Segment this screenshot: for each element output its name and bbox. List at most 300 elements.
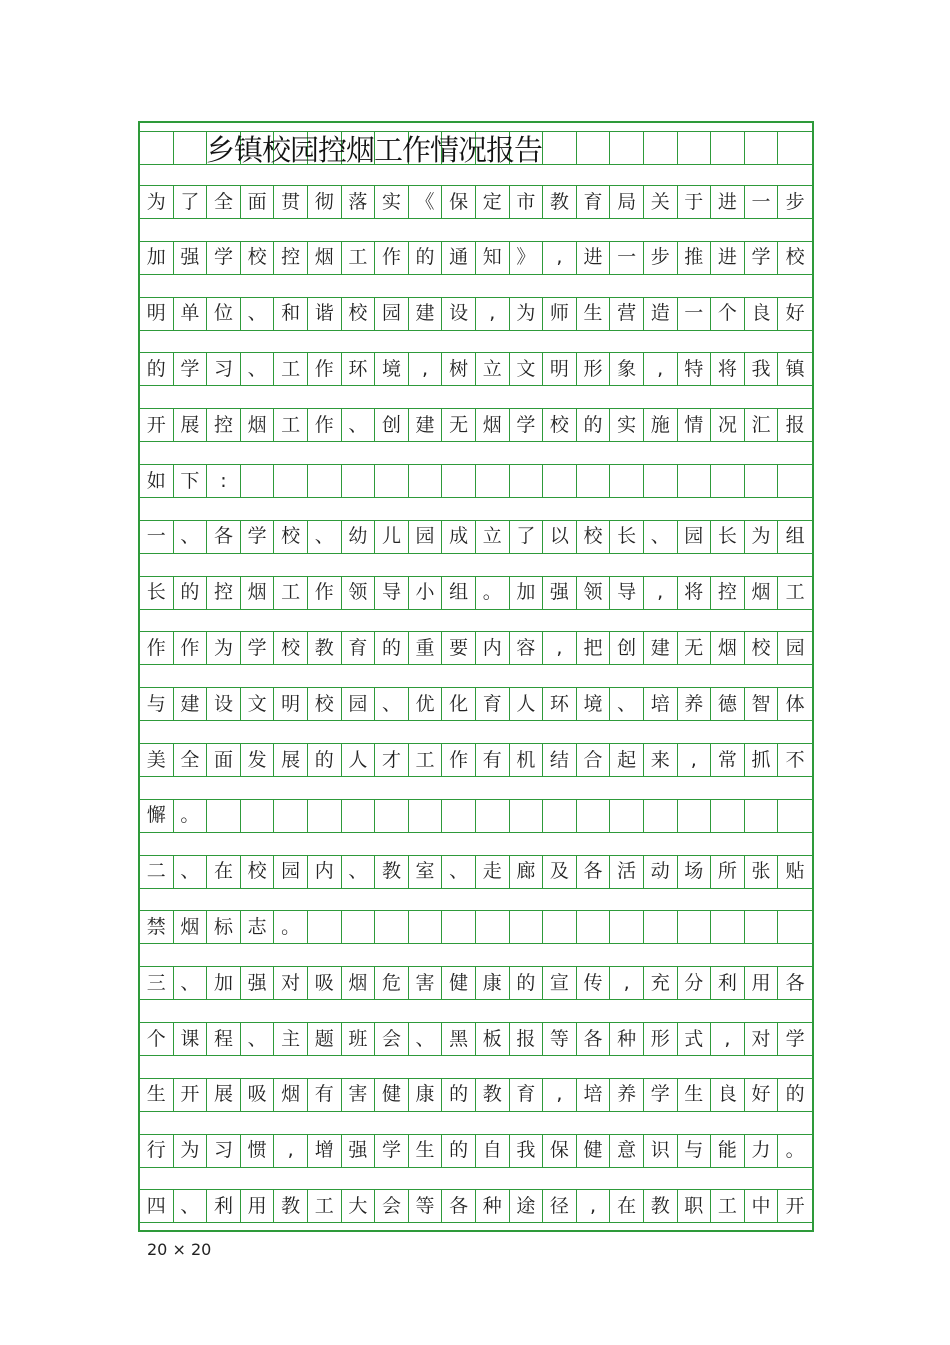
grid-cell: 径 [543,1190,577,1222]
grid-cell: 烟 [342,967,376,999]
grid-cell: 环 [342,353,376,385]
grid-cell: 及 [543,856,577,888]
grid-cell: 施 [644,409,678,441]
grid-cell: 教 [543,186,577,218]
grid-cell: , [577,1190,611,1222]
grid-cell: , [711,1023,745,1055]
grid-cell: 等 [543,1023,577,1055]
grid-cell: 单 [174,298,208,330]
grid-cell [678,800,712,832]
grid-cell: , [543,1079,577,1111]
grid-cell: 健 [442,967,476,999]
grid-cell: 个 [711,298,745,330]
grid-cell: 境 [577,688,611,720]
grid-cell: 要 [442,632,476,664]
grid-cell: 于 [678,186,712,218]
grid-cell: 各 [207,521,241,553]
grid-cell: 校 [241,856,275,888]
grid-cell: 所 [711,856,745,888]
grid-cell [174,132,208,164]
grid-cell: 一 [678,298,712,330]
grid-cell [644,911,678,943]
grid-cell: 容 [510,632,544,664]
grid-cell: 《 [409,186,443,218]
grid-cell [711,132,745,164]
grid-cell [442,465,476,497]
grid-cell: 利 [711,967,745,999]
grid-cell: 培 [644,688,678,720]
grid-cell: 局 [610,186,644,218]
grid-cell: 的 [785,1083,805,1106]
grid-cell: 控 [274,242,308,274]
grid-cell: 板 [476,1023,510,1055]
grid-cell: 作 [174,632,208,664]
grid-cell: 了 [174,186,208,218]
text-grid-row [140,1189,812,1223]
grid-cell: 儿 [375,521,409,553]
grid-cell: 人 [510,688,544,720]
grid-cell [241,465,275,497]
grid-cell: 种 [610,1023,644,1055]
grid-cell: 为 [207,632,241,664]
grid-cell [644,800,678,832]
grid-cell: 成 [442,521,476,553]
grid-cell: 、 [241,353,275,385]
grid-cell: 种 [476,1190,510,1222]
grid-cell: 建 [644,632,678,664]
grid-cell [778,132,812,164]
grid-cell [342,465,376,497]
grid-cell: 的 [442,1135,476,1167]
grid-cell: 走 [476,856,510,888]
grid-cell: 我 [510,1135,544,1167]
grid-cell: 树 [442,353,476,385]
grid-cell: 个 [140,1023,174,1055]
grid-cell: 课 [174,1023,208,1055]
grid-cell: 实 [375,186,409,218]
grid-cell: 各 [577,1023,611,1055]
grid-cell: 加 [207,967,241,999]
grid-cell: 题 [308,1023,342,1055]
grid-cell: 作 [375,242,409,274]
grid-cell: 开 [140,409,174,441]
grid-cell: 的 [510,967,544,999]
grid-cell: 学 [241,521,275,553]
grid-cell: 一 [610,242,644,274]
grid-cell: 不 [785,748,805,771]
grid-cell: 行 [140,1135,174,1167]
grid-cell: 全 [207,186,241,218]
grid-cell: 设 [442,298,476,330]
grid-cell: 有 [308,1079,342,1111]
grid-cell: 的 [409,242,443,274]
text-grid-row [140,743,812,777]
grid-cell: 强 [342,1135,376,1167]
grid-cell: 将 [711,353,745,385]
grid-cell: 关 [644,186,678,218]
grid-cell: 校 [785,246,805,269]
grid-cell: 抓 [745,744,779,776]
grid-cell: 宣 [543,967,577,999]
grid-cell [308,800,342,832]
grid-cell: 等 [409,1190,443,1222]
grid-cell: 了 [510,521,544,553]
grid-cell: 各 [442,1190,476,1222]
grid-cell: 育 [577,186,611,218]
grid-cell: 把 [577,632,611,664]
text-grid-row [140,464,812,498]
grid-cell: 开 [174,1079,208,1111]
grid-cell: 懈 [140,800,174,832]
grid-cell: 学 [174,353,208,385]
grid-cell [778,911,812,943]
grid-cell: 以 [543,521,577,553]
grid-cell: 健 [375,1079,409,1111]
grid-cell: 作 [308,577,342,609]
grid-cell [745,132,779,164]
grid-cell: 的 [442,1079,476,1111]
grid-cell [711,465,745,497]
grid-cell: 四 [140,1190,174,1222]
grid-cell: 彻 [308,186,342,218]
grid-cell: 三 [140,967,174,999]
grid-cell: 力 [745,1135,779,1167]
grid-cell: 学 [375,1135,409,1167]
grid-cell: 工 [785,581,805,604]
grid-cell: 结 [543,744,577,776]
text-grid-row [140,408,812,442]
grid-cell: 控 [711,577,745,609]
grid-cell: 各 [577,856,611,888]
grid-cell: 起 [610,744,644,776]
grid-cell: 识 [644,1135,678,1167]
grid-cell: 为 [745,521,779,553]
grid-cell [577,465,611,497]
grid-cell: 、 [174,967,208,999]
grid-cell: 校 [274,521,308,553]
grid-cell: 建 [174,688,208,720]
grid-cell: 内 [476,632,510,664]
grid-cell: 为 [140,186,174,218]
grid-cell: : [207,465,241,497]
grid-cell: , [274,1135,308,1167]
grid-cell: 机 [510,744,544,776]
grid-cell: 充 [644,967,678,999]
grid-cell: , [476,298,510,330]
grid-cell [274,800,308,832]
grid-cell: 落 [342,186,376,218]
grid-cell: 工 [409,744,443,776]
grid-cell [140,132,174,164]
grid-cell: 才 [375,744,409,776]
grid-cell [745,911,779,943]
grid-cell: 增 [308,1135,342,1167]
grid-cell: 与 [678,1135,712,1167]
grid-cell [241,800,275,832]
grid-cell: 展 [174,409,208,441]
grid-cell: 加 [510,577,544,609]
grid-cell: 校 [745,632,779,664]
grid-cell: 志 [241,911,275,943]
grid-cell: 将 [678,577,712,609]
grid-cell [644,132,678,164]
grid-cell: 控 [207,577,241,609]
text-grid-row [140,799,812,833]
text-grid-row [140,297,812,331]
grid-cell: 教 [375,856,409,888]
grid-cell: 报 [510,1023,544,1055]
grid-cell: 学 [510,409,544,441]
grid-cell: 控 [207,409,241,441]
grid-cell: 园 [678,521,712,553]
grid-cell: 、 [241,1023,275,1055]
grid-cell: 强 [241,967,275,999]
grid-cell: 学 [785,1027,805,1050]
grid-cell: 烟 [241,577,275,609]
grid-cell [644,465,678,497]
grid-cell: 谐 [308,298,342,330]
grid-cell: 展 [274,744,308,776]
grid-cell: 工 [711,1190,745,1222]
text-grid-row [140,910,812,944]
grid-cell: 、 [241,298,275,330]
grid-cell: 市 [510,186,544,218]
grid-cell: 二 [140,856,174,888]
grid-cell: 中 [745,1190,779,1222]
grid-cell: 园 [785,636,805,659]
text-grid-row [140,1078,812,1112]
grid-cell: 面 [207,744,241,776]
grid-cell [442,911,476,943]
grid-cell: 传 [577,967,611,999]
grid-cell: 害 [342,1079,376,1111]
grid-cell: 式 [678,1023,712,1055]
grid-cell: 一 [140,521,174,553]
grid-cell: 工 [274,577,308,609]
grid-cell: 能 [711,1135,745,1167]
grid-cell: 幼 [342,521,376,553]
grid-cell [577,911,611,943]
grid-cell: 无 [442,409,476,441]
grid-cell: 报 [785,413,805,436]
grid-cell: 良 [711,1079,745,1111]
grid-cell: 各 [785,971,805,994]
grid-cell [778,800,812,832]
grid-cell: 与 [140,688,174,720]
grid-cell [510,465,544,497]
grid-cell: 常 [711,744,745,776]
grid-cell: 设 [207,688,241,720]
grid-cell: 在 [610,1190,644,1222]
grid-cell: 建 [409,298,443,330]
grid-cell: 禁 [140,911,174,943]
grid-cell: , [644,577,678,609]
grid-cell: 、 [174,1190,208,1222]
grid-cell: 一 [745,186,779,218]
grid-cell: 在 [207,856,241,888]
grid-cell: 师 [543,298,577,330]
text-grid-row [140,966,812,1000]
grid-cell: 养 [610,1079,644,1111]
manuscript-grid [138,121,814,1232]
text-grid-row [140,855,812,889]
grid-cell: 职 [678,1190,712,1222]
grid-cell: 烟 [711,632,745,664]
grid-cell [308,465,342,497]
grid-cell: 会 [375,1023,409,1055]
grid-cell: 位 [207,298,241,330]
grid-cell: 工 [274,353,308,385]
grid-cell: 和 [274,298,308,330]
grid-cell: 长 [140,577,174,609]
grid-cell: 学 [644,1079,678,1111]
grid-cell: 知 [476,242,510,274]
grid-cell: 导 [610,577,644,609]
grid-cell: 大 [342,1190,376,1222]
grid-cell: 生 [577,298,611,330]
grid-cell: 、 [342,409,376,441]
grid-cell: 主 [274,1023,308,1055]
grid-cell [342,911,376,943]
grid-cell [342,800,376,832]
grid-cell: 途 [510,1190,544,1222]
grid-cell: 作 [442,744,476,776]
grid-cell [711,911,745,943]
grid-cell [610,911,644,943]
grid-cell [442,800,476,832]
grid-cell [409,800,443,832]
text-grid-row [140,241,812,275]
grid-cell: 吸 [308,967,342,999]
grid-cell: 好 [785,302,805,325]
grid-cell: 的 [577,409,611,441]
grid-cell: 美 [140,744,174,776]
grid-cell: 、 [174,521,208,553]
grid-cell: 立 [476,521,510,553]
grid-cell: 有 [476,744,510,776]
grid-cell [543,911,577,943]
grid-cell [274,465,308,497]
grid-cell: 学 [745,242,779,274]
grid-cell: 创 [375,409,409,441]
grid-cell: 学 [241,632,275,664]
grid-cell: 化 [442,688,476,720]
grid-cell: 。 [785,1139,805,1162]
grid-cell: 校 [308,688,342,720]
grid-cell: 动 [644,856,678,888]
grid-cell: 园 [342,688,376,720]
grid-cell [610,800,644,832]
grid-cell: 烟 [174,911,208,943]
grid-size-label: 20 × 20 [147,1240,212,1259]
grid-cell: 强 [174,242,208,274]
grid-cell [610,465,644,497]
grid-cell: , [409,353,443,385]
text-grid-row [140,687,812,721]
grid-cell: , [644,353,678,385]
grid-cell: 步 [785,190,805,213]
grid-cell: 班 [342,1023,376,1055]
grid-cell: , [543,242,577,274]
grid-cell: 面 [241,186,275,218]
grid-cell [543,465,577,497]
grid-cell: 吸 [241,1079,275,1111]
grid-cell: 养 [678,688,712,720]
grid-cell: 危 [375,967,409,999]
grid-cell: 教 [308,632,342,664]
grid-cell: 保 [543,1135,577,1167]
grid-cell: 烟 [745,577,779,609]
grid-cell: 我 [745,353,779,385]
grid-cell: 象 [610,353,644,385]
grid-cell: 况 [711,409,745,441]
grid-cell: 形 [577,353,611,385]
grid-cell: 工 [274,409,308,441]
grid-cell: 廊 [510,856,544,888]
grid-cell: 用 [745,967,779,999]
grid-cell: 的 [308,744,342,776]
grid-cell: 作 [140,632,174,664]
grid-cell: 进 [711,186,745,218]
text-grid-row [140,631,812,665]
grid-cell: 定 [476,186,510,218]
grid-cell: 育 [476,688,510,720]
grid-cell [745,465,779,497]
grid-cell: 学 [207,242,241,274]
grid-cell: 明 [140,298,174,330]
grid-cell: 来 [644,744,678,776]
grid-cell [745,800,779,832]
grid-cell: 培 [577,1079,611,1111]
grid-cell [543,800,577,832]
grid-cell: 作 [308,353,342,385]
grid-cell: 黑 [442,1023,476,1055]
grid-cell [711,800,745,832]
text-grid-row [140,576,812,610]
grid-cell: 情 [678,409,712,441]
grid-cell [375,911,409,943]
grid-cell: 特 [678,353,712,385]
grid-cell: 合 [577,744,611,776]
grid-cell: 好 [745,1079,779,1111]
grid-cell: 领 [577,577,611,609]
grid-cell: 体 [785,692,805,715]
grid-cell: 镇 [785,357,805,380]
grid-cell: 校 [342,298,376,330]
grid-cell: 无 [678,632,712,664]
grid-cell: 烟 [308,242,342,274]
grid-cell: 康 [476,967,510,999]
grid-cell: 形 [644,1023,678,1055]
grid-cell: 生 [140,1079,174,1111]
grid-cell: 明 [543,353,577,385]
grid-cell: 校 [543,409,577,441]
grid-cell [543,132,577,164]
grid-cell: 开 [785,1194,805,1217]
grid-cell: 的 [375,632,409,664]
grid-cell [577,132,611,164]
grid-cell: 文 [510,353,544,385]
grid-cell: 建 [409,409,443,441]
grid-cell: 烟 [241,409,275,441]
grid-cell: 园 [375,298,409,330]
grid-cell: 生 [409,1135,443,1167]
grid-cell [678,465,712,497]
grid-cell: 。 [476,577,510,609]
grid-cell: 展 [207,1079,241,1111]
grid-cell: 加 [140,242,174,274]
grid-cell: 立 [476,353,510,385]
